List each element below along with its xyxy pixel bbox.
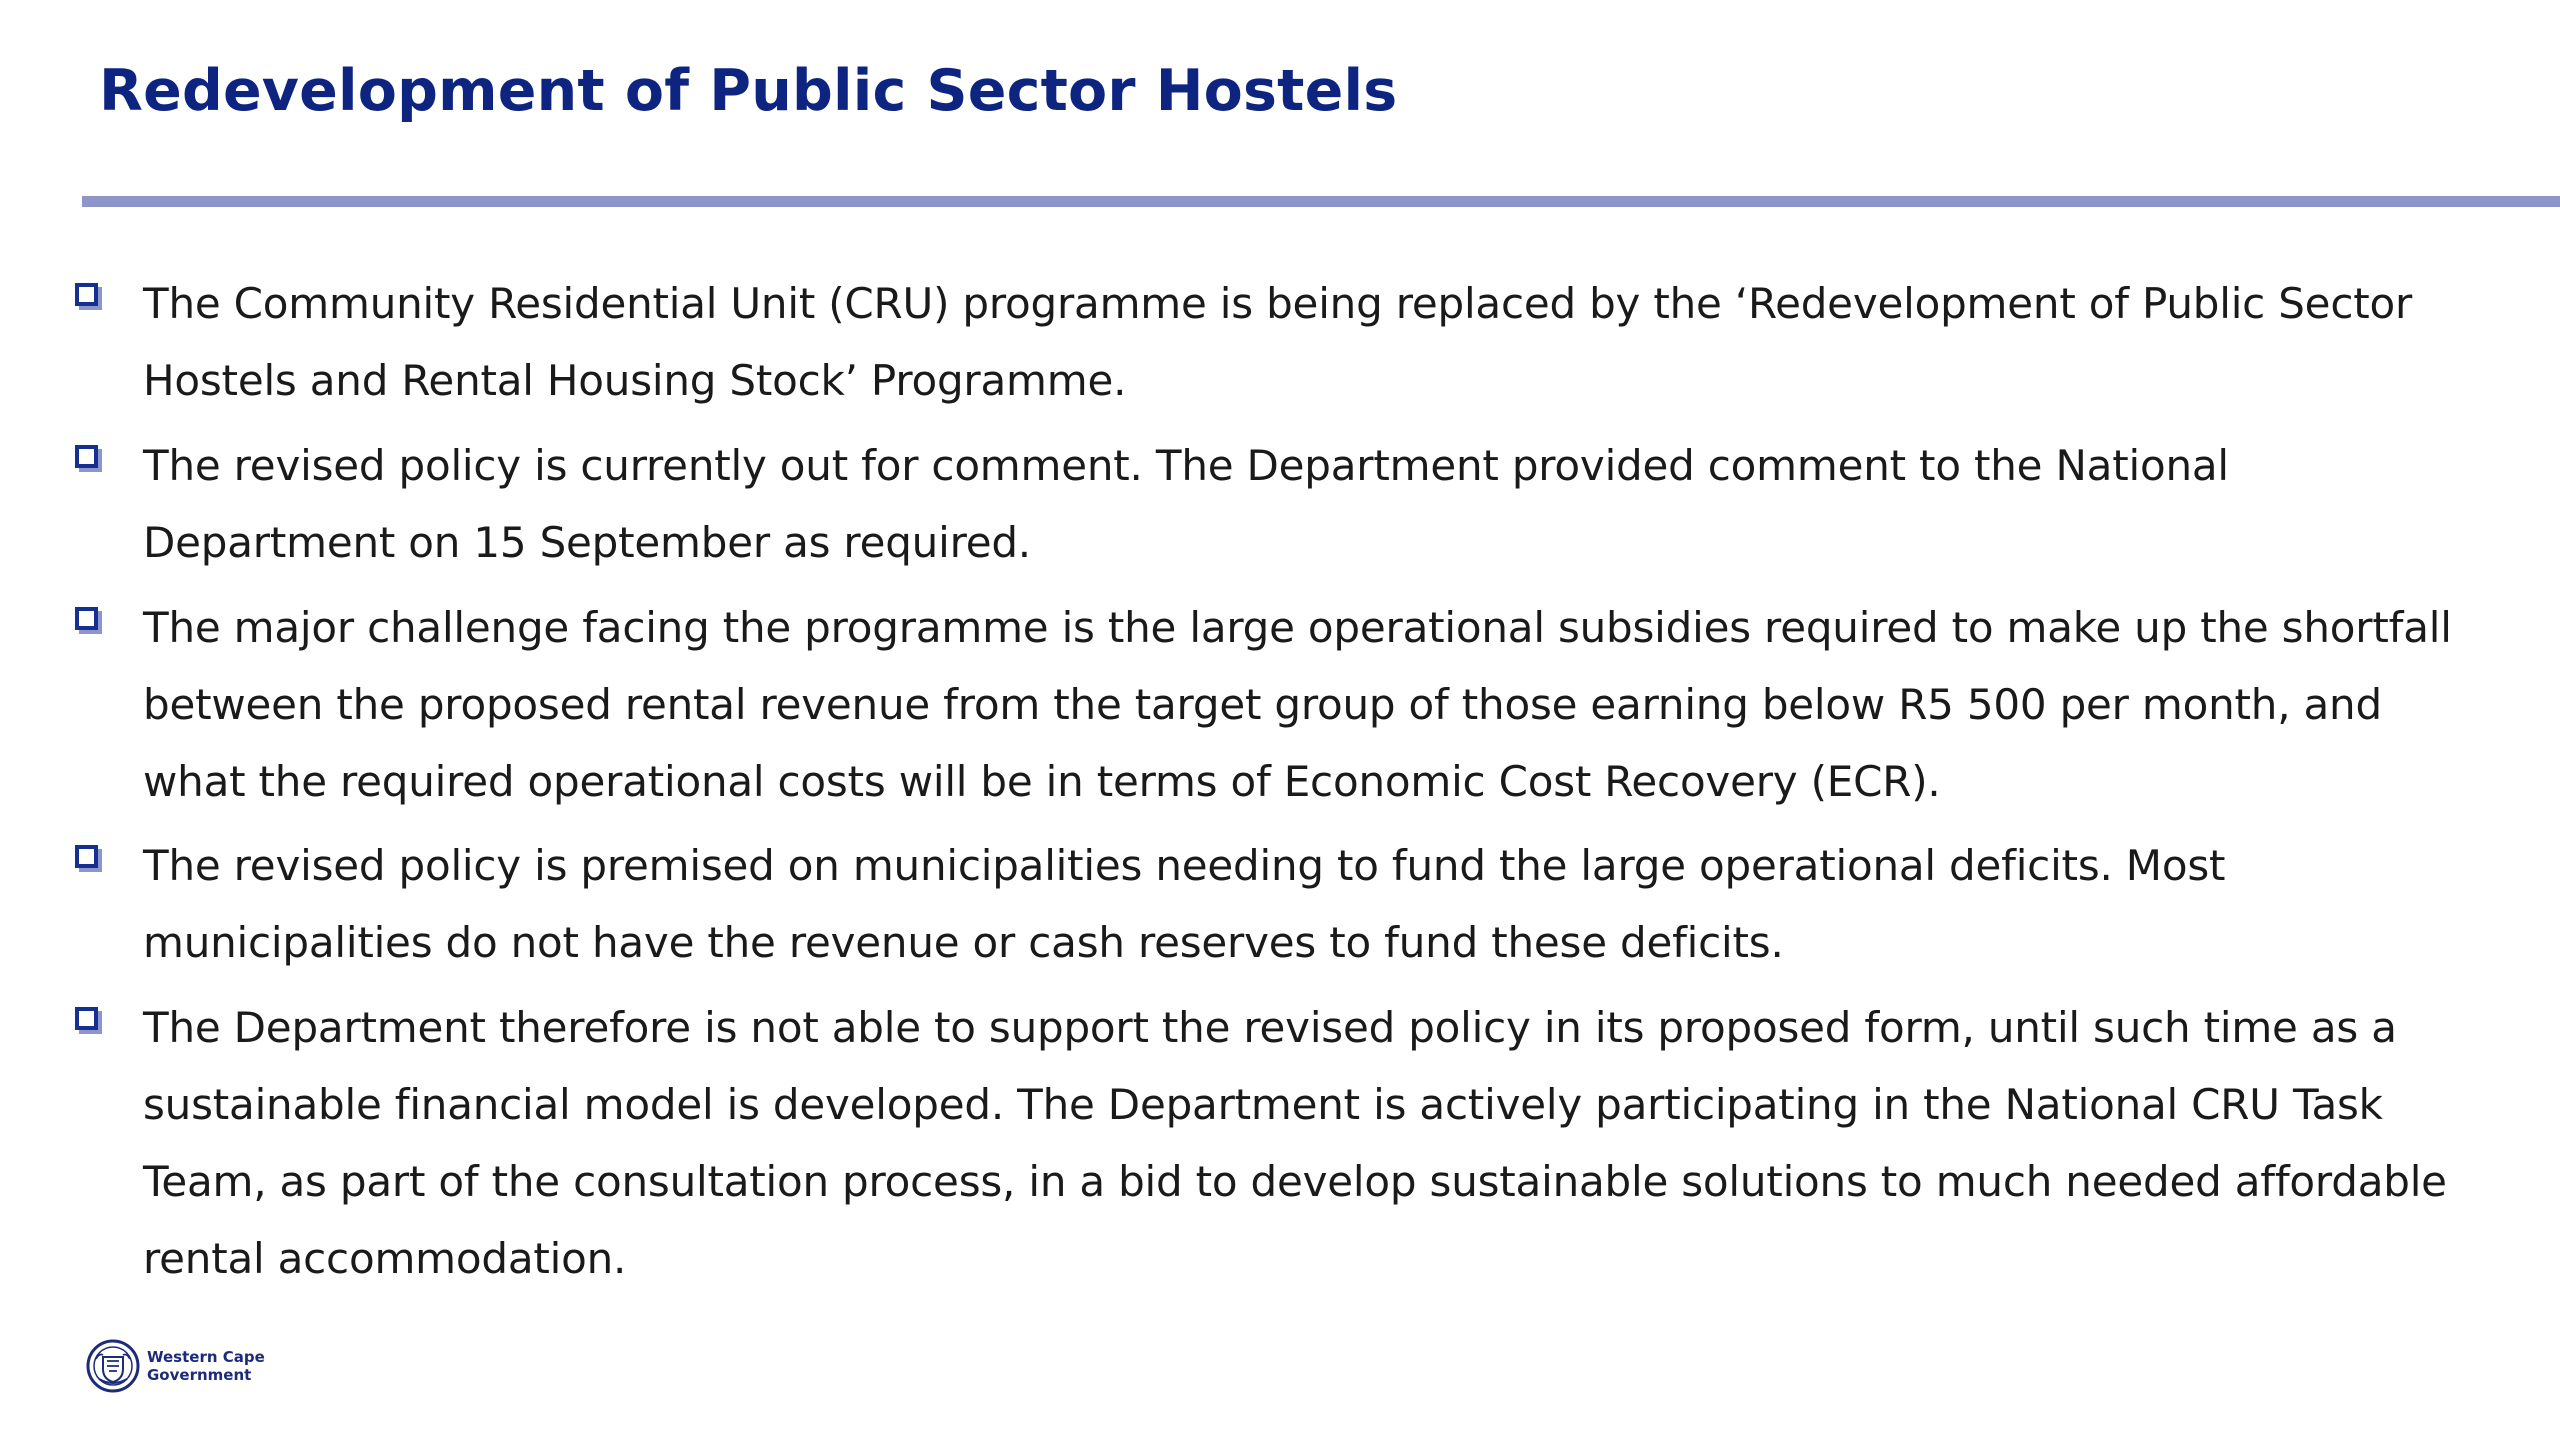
bullet-line: Department on 15 September as required. <box>143 518 1031 567</box>
square-bullet-icon <box>75 283 98 306</box>
bullet-text <box>143 265 2473 419</box>
bullet-line: Hostels and Rental Housing Stock’ Programme. <box>143 356 1127 405</box>
bullet-line: Team, as part of the consultation process, in a bid to develop sustainable solutions to much needed affordable <box>143 1157 2447 1206</box>
bullet-line: what the required operational costs will be in terms of Economic Cost Recovery (ECR). <box>143 757 1941 806</box>
square-bullet-icon <box>75 445 98 468</box>
bullet-text <box>143 827 2473 981</box>
bullet-line: The revised policy is currently out for comment. The Department provided comment to the National <box>143 441 2229 490</box>
bullet-text <box>143 427 2473 581</box>
bullet-line: The Community Residential Unit (CRU) programme is being replaced by the ‘Redevelopment of Public Sector <box>143 279 2413 328</box>
bullet-line: The Department therefore is not able to support the revised policy in its proposed form, until such time as a <box>143 1003 2397 1052</box>
square-bullet-icon <box>75 1007 98 1030</box>
western-cape-government-logo <box>85 1336 265 1396</box>
bullet-text <box>143 589 2473 820</box>
bullet-line: rental accommodation. <box>143 1234 627 1283</box>
square-bullet-icon <box>75 607 98 630</box>
coat-of-arms-icon <box>85 1337 141 1395</box>
logo-wordmark <box>147 1348 265 1384</box>
bullet-line: The major challenge facing the programme is the large operational subsidies required to make up the shortfall <box>143 603 2452 652</box>
title-divider <box>82 196 2560 207</box>
bullet-line: municipalities do not have the revenue or cash reserves to fund these deficits. <box>143 918 1784 967</box>
logo-line: Western Cape <box>147 1348 265 1366</box>
square-bullet-icon <box>75 845 98 868</box>
logo-line: Government <box>147 1366 252 1384</box>
bullet-line: between the proposed rental revenue from the target group of those earning below R5 500 per month, and <box>143 680 2382 729</box>
bullet-text <box>143 989 2473 1297</box>
slide-title: Redevelopment of Public Sector Hostels <box>99 58 1398 124</box>
bullet-line: The revised policy is premised on municipalities needing to fund the large operational deficits. Most <box>143 841 2226 890</box>
bullet-line: sustainable financial model is developed. The Department is actively participating in the National CRU Task <box>143 1080 2383 1129</box>
